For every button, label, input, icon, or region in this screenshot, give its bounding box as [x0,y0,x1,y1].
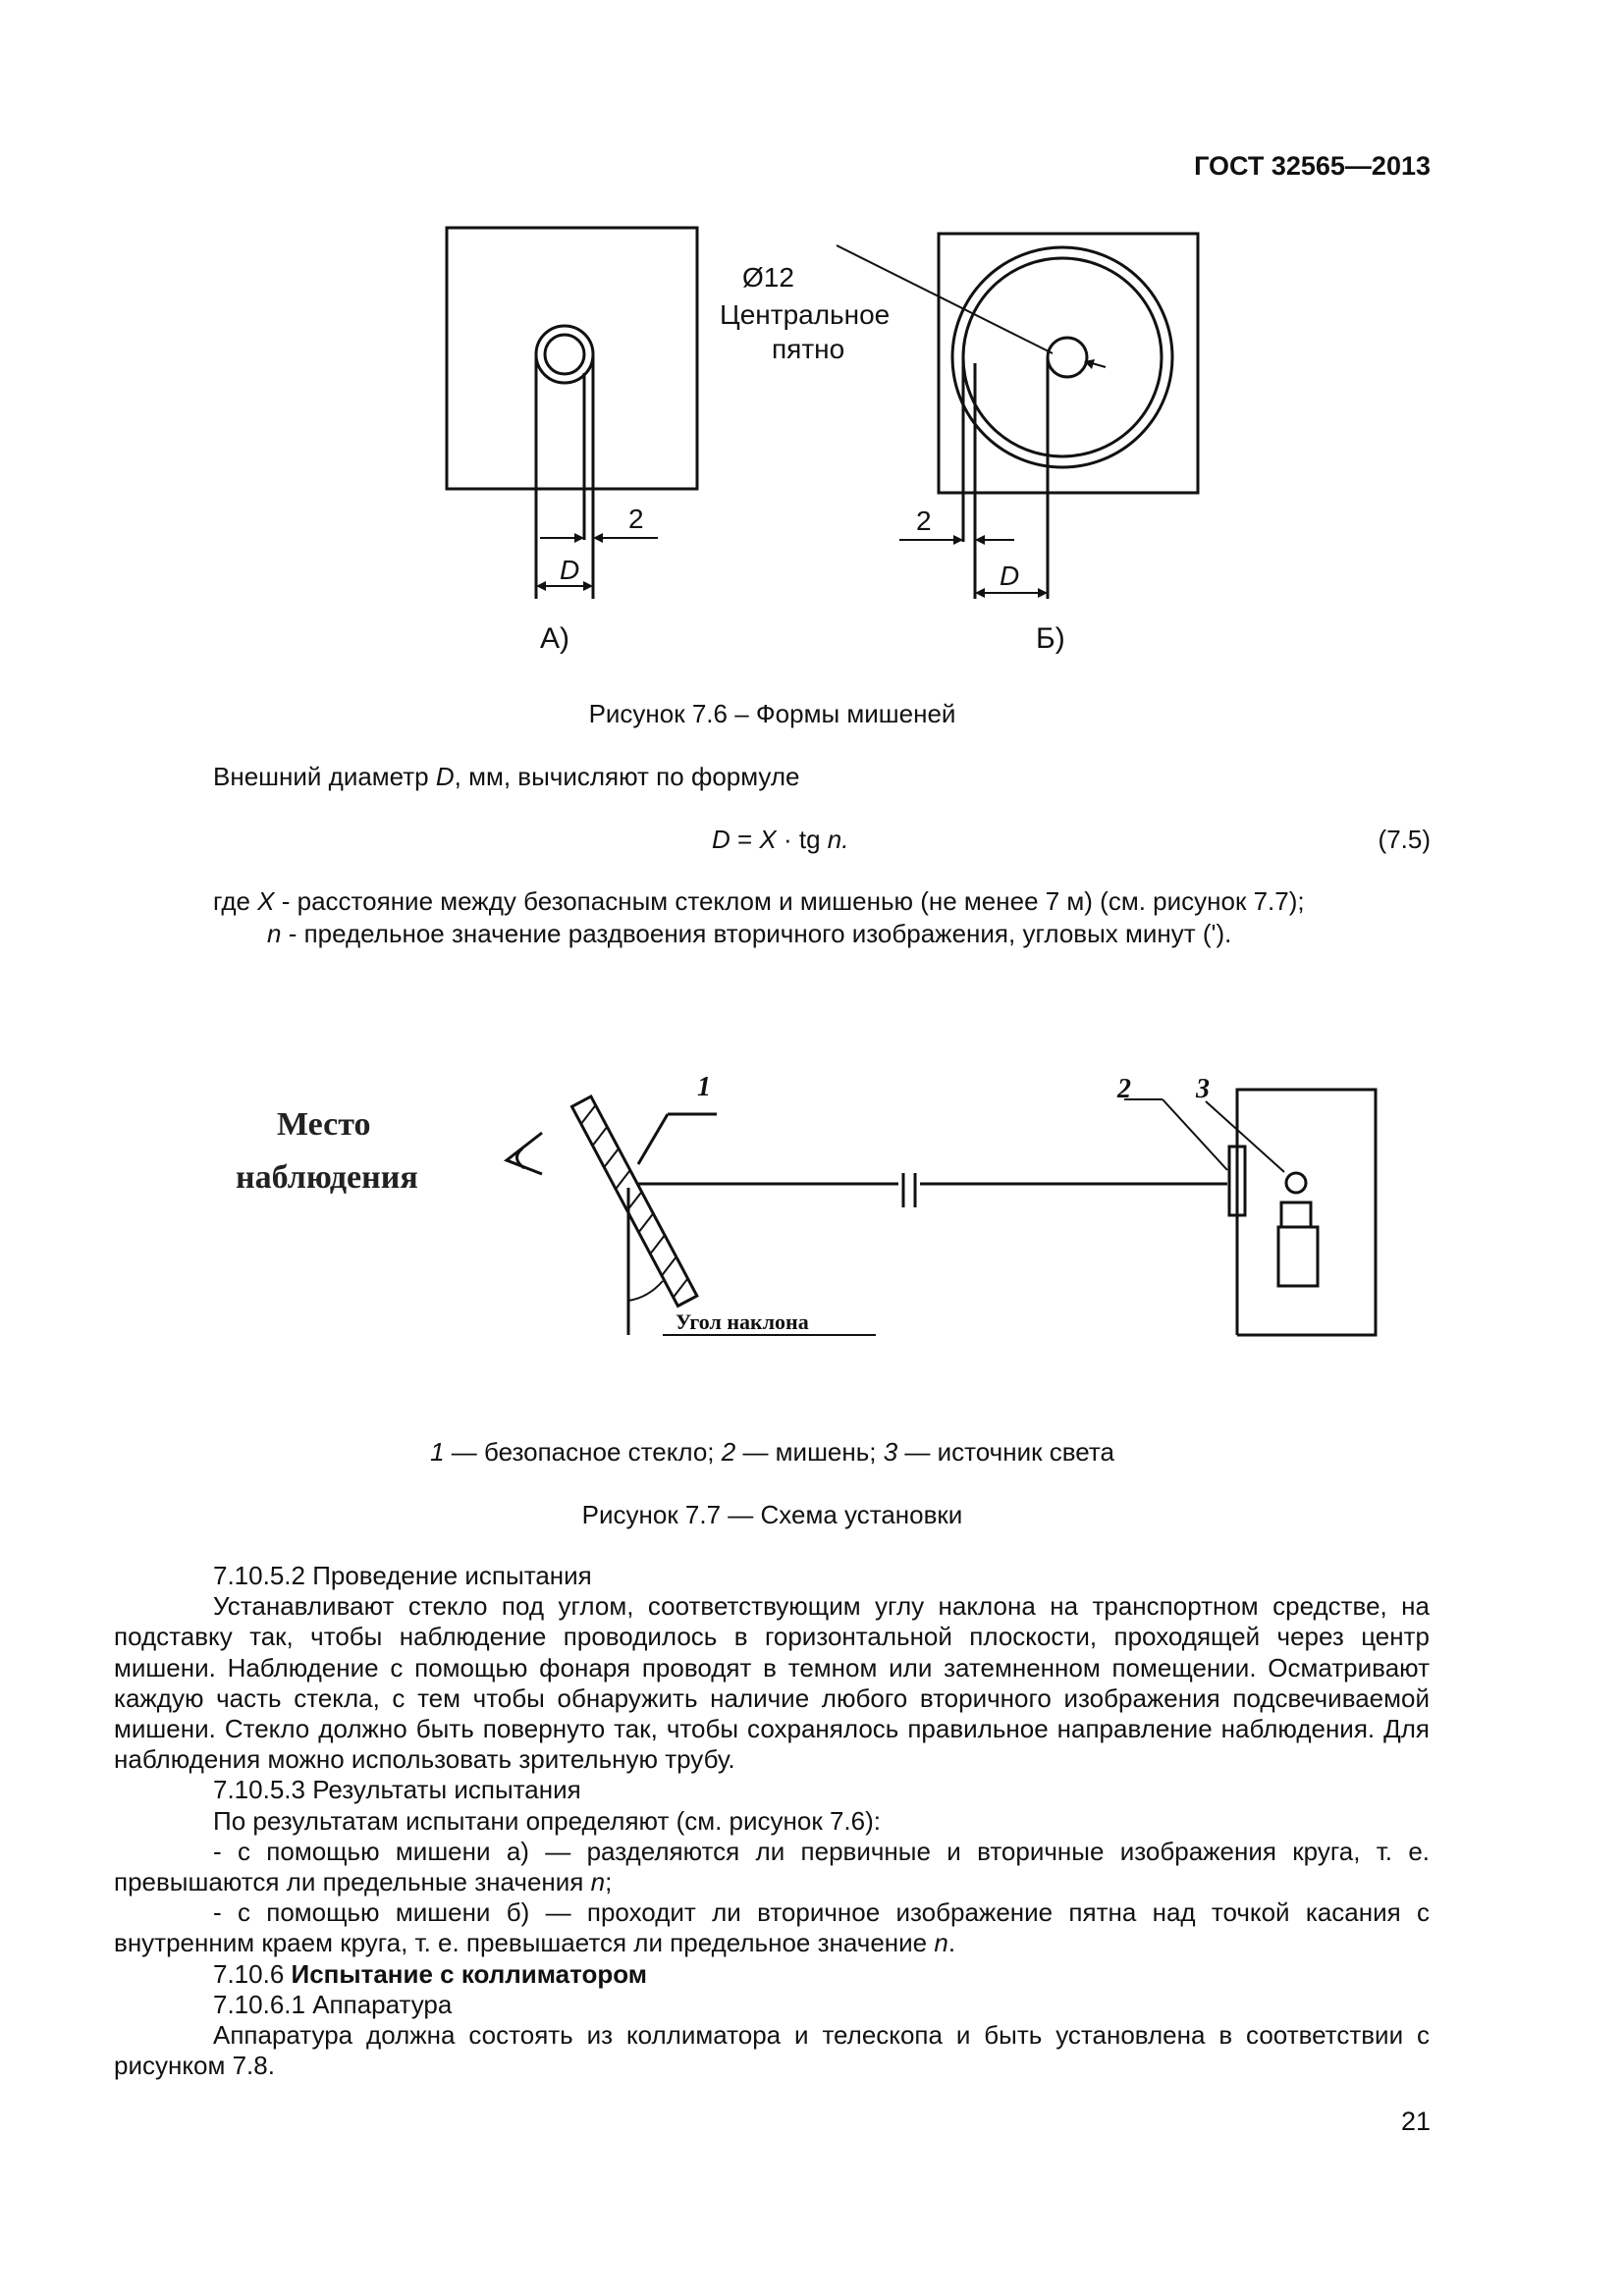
where-x: где X - расстояние между безопасным стеклом и мишенью (не менее 7 м) (см. рисунок 7.7); [213,886,1305,916]
section-7-10-5-2-text: Устанавливают стекло под углом, соответствующим углу наклона на транспортном средстве, на подставку так, чтобы наблюдение проводилось в горизонтальной плоскости, проходящей через центр мишени. Наблюдение с помощью фонаря проводят в темном или затемненном помещении. Осматривают каждую часть стекла, с тем чтобы обнаружить наличие любого вторичного изображения подсвечиваемой мишени. Стекло должно быть повернуто так, чтобы сохранялось правильное направление наблюдения. Для наблюдения можно использовать зрительную трубу. [114,1591,1430,1775]
where-n: n - предельное значение раздвоения вторичного изображения, угловых минут ('). [267,919,1232,948]
section-7-10-6-1-title: 7.10.6.1 Аппаратура [213,1989,453,2019]
dim-2-b: 2 [916,506,932,536]
place-label-1: Место [277,1106,371,1143]
figure-7-6-caption: Рисунок 7.6 – Формы мишеней [588,699,956,728]
section-7-10-6-title: Испытание с коллиматором [291,1958,648,1989]
figure-7-7-caption: Рисунок 7.7 — Схема установки [581,1500,963,1529]
dim-d-a: D [560,555,580,585]
spot-label-2: пятно [772,334,845,364]
section-7-10-5-3-intro: По результатам испытани определяют (см. рисунок 7.6): [213,1805,881,1836]
target-a-ring-inner [545,335,584,374]
angle-label: Угол наклона [676,1309,809,1334]
result-item-a: - с помощью мишени а) — разделяются ли первичные и вторичные изображения круга, т. е. превышаются ли предельные значения n; [114,1836,1430,1897]
target-b-ring-outer [952,247,1172,467]
target-b-frame [939,234,1198,493]
figure-7-6 [432,216,1217,667]
page-number: 21 [1400,2107,1431,2136]
spot-label-1: Центральное [720,299,891,330]
target-b-central-spot [1048,338,1087,377]
target-a-frame [447,228,697,489]
body-text [114,1561,1430,2081]
formula-number: (7.5) [1378,825,1431,854]
section-7-10-5-3-title: 7.10.5.3 Результаты испытания [213,1775,581,1805]
section-7-10-5-2-title: 7.10.5.2 Проведение испытания [213,1561,592,1590]
number-1: 1 [697,1072,711,1102]
formula-intro: Внешний диаметр D, мм, вычисляют по формуле [213,762,800,791]
result-item-b: - с помощью мишени б) — проходит ли вторичное изображение пятна над точкой касания с внутренним краем круга, т. е. превышается ли предельное значение n. [114,1897,1430,1958]
document-code: ГОСТ 32565—2013 [1194,151,1431,181]
section-7-10-6-heading [114,1959,1430,1990]
number-3: 3 [1196,1074,1210,1104]
section-7-10-6-1-text: Аппаратура должна состоять из коллиматора и телескопа и быть установлена в соответствии с рисунком 7.8. [114,2020,1430,2081]
figure-7-7 [216,1041,1453,1355]
figure-7-7-legend: 1 — безопасное стекло; 2 — мишень; 3 — источник света [430,1437,1114,1467]
number-2: 2 [1117,1074,1131,1104]
dim-d-b: D [1000,561,1020,591]
section-7-10-6-number: 7.10.6 [213,1958,285,1989]
dim-2-a: 2 [628,504,644,534]
label-a: А) [540,622,569,655]
target-b-ring-inner [963,258,1162,456]
light-source-icon [1286,1173,1306,1193]
test-box [1237,1090,1376,1335]
place-label-2: наблюдения [236,1159,418,1196]
diameter-label: Ø12 [742,262,794,293]
label-b: Б) [1036,622,1065,655]
formula-expression: D = X · tg n. [712,825,849,854]
